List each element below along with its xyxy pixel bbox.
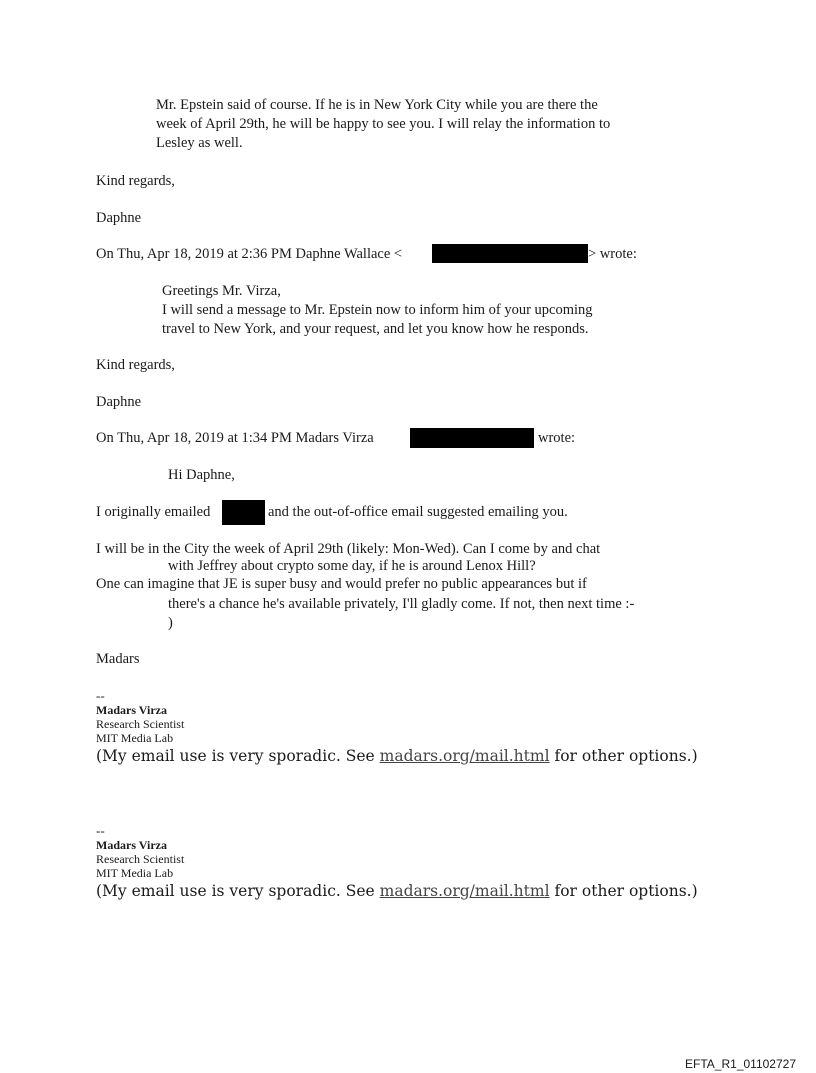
quote-line: Lesley as well. [156, 135, 243, 151]
quote-line: I will send a message to Mr. Epstein now to inform him of your upcoming [162, 302, 593, 318]
redaction-box [410, 428, 534, 448]
signature-note [96, 747, 698, 765]
signoff: Daphne [96, 394, 142, 410]
document-id: EFTA_R1_01102727 [685, 1057, 796, 1071]
mail-options-link[interactable]: madars.org/mail.html [379, 747, 550, 765]
quote-line: Mr. Epstein said of course. If he is in New York City while you are there the [156, 97, 598, 113]
signoff: Daphne [96, 210, 142, 226]
signature-name: Madars Virza [96, 703, 167, 717]
body-line: with Jeffrey about crypto some day, if he is around Lenox Hill? [168, 558, 536, 574]
reply-header-suffix: wrote: [538, 430, 576, 446]
redaction-box [222, 500, 265, 525]
closing: Kind regards, [96, 357, 175, 373]
redaction-box [432, 244, 588, 263]
signature-note-suffix: for other options.) [549, 882, 698, 900]
quote-line: Greetings Mr. Virza, [162, 283, 281, 299]
mail-options-link[interactable]: madars.org/mail.html [379, 882, 550, 900]
signature-org: MIT Media Lab [96, 731, 174, 745]
signature-separator: -- [96, 688, 105, 703]
signature-title: Research Scientist [96, 852, 185, 866]
signature-note-prefix: (My email use is very sporadic. See [96, 882, 380, 900]
body-line-prefix: I originally emailed [96, 504, 211, 520]
body-line: there's a chance he's available privately, I'll gladly come. If not, then next time :- [168, 596, 635, 612]
signature-separator: -- [96, 823, 105, 838]
body-line: I will be in the City the week of April 29th (likely: Mon-Wed). Can I come by and chat [96, 541, 601, 557]
closing: Kind regards, [96, 173, 175, 189]
signature-note-suffix: for other options.) [549, 747, 698, 765]
salutation: Hi Daphne, [168, 467, 235, 483]
signature-title: Research Scientist [96, 717, 185, 731]
reply-header-suffix: > wrote: [588, 246, 637, 262]
body-line-suffix: and the out-of-office email suggested emailing you. [268, 504, 568, 520]
signature-org: MIT Media Lab [96, 866, 174, 880]
body-line: ) [168, 615, 173, 631]
signature-name: Madars Virza [96, 838, 167, 852]
quote-line: week of April 29th, he will be happy to see you. I will relay the information to [156, 116, 611, 132]
reply-header [96, 246, 402, 262]
body-line: One can imagine that JE is super busy and would prefer no public appearances but if [96, 576, 587, 592]
quote-line: travel to New York, and your request, and let you know how he responds. [162, 321, 589, 337]
signature-note [96, 882, 698, 900]
reply-header-prefix: On Thu, Apr 18, 2019 at 1:34 PM Madars Virza [96, 430, 374, 446]
signoff: Madars [96, 651, 140, 667]
signature-note-prefix: (My email use is very sporadic. See [96, 747, 380, 765]
reply-header-prefix: On Thu, Apr 18, 2019 at 2:36 PM Daphne Wallace < [96, 246, 403, 262]
